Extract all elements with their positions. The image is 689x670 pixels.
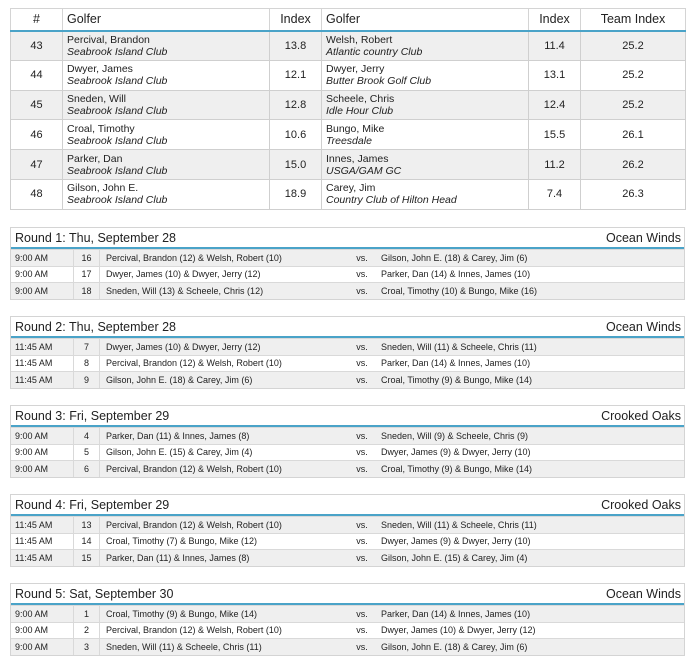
match-time: 9:00 AM	[11, 606, 74, 622]
match-team-b: Parker, Dan (14) & Innes, James (10)	[381, 358, 531, 369]
match-vs: vs.	[356, 552, 368, 563]
match-vs: vs.	[356, 358, 368, 369]
header-golfer-1: Golfer	[63, 9, 270, 31]
match-team-b: Parker, Dan (14) & Innes, James (10)	[381, 269, 531, 280]
golfer-2-index: 11.4	[529, 31, 581, 61]
golfer-name: Dwyer, Jerry	[326, 63, 385, 76]
team-number: 43	[11, 31, 63, 61]
golfer-club: Seabrook Island Club	[67, 45, 168, 58]
match-row	[11, 460, 684, 477]
match-row	[11, 355, 684, 372]
golfer-club: Atlantic country Club	[326, 45, 423, 58]
golfer-1-cell	[63, 31, 270, 61]
round-title: Round 5: Sat, September 30	[15, 586, 174, 601]
match-number: 16	[74, 250, 100, 266]
round-header	[11, 495, 684, 516]
golfer-1-cell	[63, 60, 270, 90]
golfer-name: Innes, James	[326, 152, 389, 165]
match-time: 11:45 AM	[11, 517, 74, 533]
match-time: 9:00 AM	[11, 283, 74, 299]
match-team-a: Sneden, Will (11) & Scheele, Chris (11)	[106, 641, 262, 652]
round-title: Round 3: Fri, September 29	[15, 408, 170, 423]
match-time: 9:00 AM	[11, 250, 74, 266]
match-team-a: Parker, Dan (11) & Innes, James (8)	[106, 430, 250, 441]
match-time: 9:00 AM	[11, 428, 74, 444]
match-team-a: Percival, Brandon (12) & Welsh, Robert (10)	[106, 252, 282, 263]
match-vs: vs.	[356, 641, 368, 652]
match-vs: vs.	[356, 252, 368, 263]
team-row	[11, 90, 686, 120]
match-row	[11, 533, 684, 550]
match-row	[11, 371, 684, 388]
golfer-club: Seabrook Island Club	[67, 194, 168, 207]
match-number: 18	[74, 283, 100, 299]
match-number: 3	[74, 639, 100, 655]
match-team-a: Percival, Brandon (12) & Welsh, Robert (10)	[106, 463, 282, 474]
golfer-club: Treesdale	[326, 134, 372, 147]
match-vs: vs.	[356, 341, 368, 352]
golfer-name: Parker, Dan	[67, 152, 123, 165]
golfer-club: Idle Hour Club	[326, 104, 394, 117]
match-row	[11, 282, 684, 299]
golfer-1-cell	[63, 120, 270, 150]
match-vs: vs.	[356, 269, 368, 280]
team-number: 45	[11, 90, 63, 120]
match-team-a: Croal, Timothy (9) & Bungo, Mike (14)	[106, 608, 258, 619]
match-team-a: Dwyer, James (10) & Dwyer, Jerry (12)	[106, 269, 261, 280]
match-team-b: Sneden, Will (11) & Scheele, Chris (11)	[381, 519, 537, 530]
team-row	[11, 120, 686, 150]
round-header	[11, 317, 684, 338]
match-team-a: Dwyer, James (10) & Dwyer, Jerry (12)	[106, 341, 261, 352]
match-row	[11, 622, 684, 639]
match-row	[11, 444, 684, 461]
match-team-b: Sneden, Will (11) & Scheele, Chris (11)	[381, 341, 537, 352]
match-team-a: Croal, Timothy (7) & Bungo, Mike (12)	[106, 536, 258, 547]
round-header	[11, 406, 684, 427]
golfer-club: Seabrook Island Club	[67, 164, 168, 177]
round-header	[11, 228, 684, 249]
match-number: 13	[74, 517, 100, 533]
match-number: 2	[74, 623, 100, 639]
match-row	[11, 516, 684, 533]
team-row	[11, 150, 686, 180]
golfer-name: Percival, Brandon	[67, 33, 150, 46]
team-index: 25.2	[581, 31, 686, 61]
round-header	[11, 584, 684, 605]
golfer-club: USGA/GAM GC	[326, 164, 402, 177]
golfer-1-cell	[63, 150, 270, 180]
match-team-a: Percival, Brandon (12) & Welsh, Robert (10)	[106, 625, 282, 636]
match-vs: vs.	[356, 374, 368, 385]
round-section-3	[10, 405, 685, 478]
golfer-1-index: 12.1	[270, 60, 322, 90]
match-number: 6	[74, 461, 100, 477]
team-number: 46	[11, 120, 63, 150]
team-pairings-table	[10, 8, 686, 210]
golfer-2-index: 7.4	[529, 179, 581, 209]
match-time: 11:45 AM	[11, 534, 74, 550]
round-section-4	[10, 494, 685, 567]
golfer-name: Carey, Jim	[326, 182, 376, 195]
golfer-club: Country Club of Hilton Head	[326, 194, 457, 207]
match-team-a: Percival, Brandon (12) & Welsh, Robert (10)	[106, 519, 282, 530]
golfer-1-index: 10.6	[270, 120, 322, 150]
header-team-index: Team Index	[581, 9, 686, 31]
golfer-club: Seabrook Island Club	[67, 134, 168, 147]
match-team-b: Dwyer, James (10) & Dwyer, Jerry (12)	[381, 625, 536, 636]
team-index: 25.2	[581, 60, 686, 90]
round-course: Ocean Winds	[605, 230, 681, 245]
match-number: 8	[74, 356, 100, 372]
golfer-1-cell	[63, 90, 270, 120]
team-number: 44	[11, 60, 63, 90]
match-team-b: Gilson, John E. (18) & Carey, Jim (6)	[381, 641, 528, 652]
golfer-1-cell	[63, 179, 270, 209]
team-index: 26.2	[581, 150, 686, 180]
golfer-2-cell	[322, 150, 529, 180]
golfer-2-index: 15.5	[529, 120, 581, 150]
match-team-a: Sneden, Will (13) & Scheele, Chris (12)	[106, 285, 264, 296]
match-row	[11, 266, 684, 283]
team-row	[11, 60, 686, 90]
golfer-name: Dwyer, James	[67, 63, 133, 76]
header-index-2: Index	[529, 9, 581, 31]
round-course: Crooked Oaks	[601, 408, 681, 423]
golfer-1-index: 12.8	[270, 90, 322, 120]
golfer-2-index: 12.4	[529, 90, 581, 120]
match-time: 9:00 AM	[11, 623, 74, 639]
header-golfer-2: Golfer	[322, 9, 529, 31]
round-title: Round 2: Thu, September 28	[15, 319, 176, 334]
header-index-1: Index	[270, 9, 322, 31]
golfer-2-cell	[322, 179, 529, 209]
golfer-club: Seabrook Island Club	[67, 75, 168, 88]
match-time: 9:00 AM	[11, 461, 74, 477]
match-row	[11, 249, 684, 266]
golfer-2-index: 11.2	[529, 150, 581, 180]
match-team-b: Parker, Dan (14) & Innes, James (10)	[381, 608, 531, 619]
golfer-club: Seabrook Island Club	[67, 104, 168, 117]
match-time: 9:00 AM	[11, 267, 74, 283]
team-table-header-row	[11, 9, 686, 31]
golfer-name: Croal, Timothy	[67, 122, 135, 135]
match-time: 11:45 AM	[11, 372, 74, 388]
match-row	[11, 605, 684, 622]
match-team-b: Croal, Timothy (9) & Bungo, Mike (14)	[381, 463, 533, 474]
match-time: 11:45 AM	[11, 550, 74, 566]
match-team-b: Gilson, John E. (18) & Carey, Jim (6)	[381, 252, 528, 263]
round-section-1	[10, 227, 685, 300]
match-row	[11, 549, 684, 566]
match-time: 11:45 AM	[11, 356, 74, 372]
match-number: 17	[74, 267, 100, 283]
golfer-club: Butter Brook Golf Club	[326, 75, 432, 88]
golfer-2-cell	[322, 60, 529, 90]
match-time: 11:45 AM	[11, 339, 74, 355]
match-vs: vs.	[356, 608, 368, 619]
match-vs: vs.	[356, 625, 368, 636]
match-team-b: Dwyer, James (9) & Dwyer, Jerry (10)	[381, 536, 531, 547]
match-team-a: Parker, Dan (11) & Innes, James (8)	[106, 552, 250, 563]
golfer-2-index: 13.1	[529, 60, 581, 90]
match-team-b: Sneden, Will (9) & Scheele, Chris (9)	[381, 430, 529, 441]
team-index: 25.2	[581, 90, 686, 120]
match-vs: vs.	[356, 430, 368, 441]
golfer-name: Bungo, Mike	[326, 122, 385, 135]
golfer-2-cell	[322, 120, 529, 150]
golfer-2-cell	[322, 90, 529, 120]
match-row	[11, 638, 684, 655]
match-vs: vs.	[356, 519, 368, 530]
golfer-1-index: 13.8	[270, 31, 322, 61]
match-row	[11, 338, 684, 355]
match-vs: vs.	[356, 536, 368, 547]
match-vs: vs.	[356, 463, 368, 474]
match-vs: vs.	[356, 285, 368, 296]
team-number: 48	[11, 179, 63, 209]
match-team-a: Gilson, John E. (18) & Carey, Jim (6)	[106, 374, 253, 385]
match-number: 9	[74, 372, 100, 388]
round-course: Ocean Winds	[605, 319, 681, 334]
match-team-b: Croal, Timothy (10) & Bungo, Mike (16)	[381, 285, 538, 296]
match-team-a: Gilson, John E. (15) & Carey, Jim (4)	[106, 447, 253, 458]
match-vs: vs.	[356, 447, 368, 458]
team-index: 26.3	[581, 179, 686, 209]
match-number: 7	[74, 339, 100, 355]
round-course: Crooked Oaks	[601, 497, 681, 512]
round-title: Round 4: Fri, September 29	[15, 497, 170, 512]
golfer-1-index: 18.9	[270, 179, 322, 209]
round-course: Ocean Winds	[605, 586, 681, 601]
match-time: 9:00 AM	[11, 639, 74, 655]
match-row	[11, 427, 684, 444]
team-index: 26.1	[581, 120, 686, 150]
match-number: 15	[74, 550, 100, 566]
golfer-name: Welsh, Robert	[326, 33, 393, 46]
golfer-name: Sneden, Will	[67, 92, 126, 105]
match-number: 1	[74, 606, 100, 622]
header-number: #	[11, 9, 63, 31]
match-team-b: Croal, Timothy (9) & Bungo, Mike (14)	[381, 374, 533, 385]
round-section-2	[10, 316, 685, 389]
golfer-name: Scheele, Chris	[326, 92, 395, 105]
team-number: 47	[11, 150, 63, 180]
team-row	[11, 31, 686, 61]
golfer-name: Gilson, John E.	[67, 182, 139, 195]
match-number: 14	[74, 534, 100, 550]
team-row	[11, 179, 686, 209]
match-team-b: Gilson, John E. (15) & Carey, Jim (4)	[381, 552, 528, 563]
match-team-b: Dwyer, James (9) & Dwyer, Jerry (10)	[381, 447, 531, 458]
round-title: Round 1: Thu, September 28	[15, 230, 176, 245]
round-section-5	[10, 583, 685, 656]
match-number: 4	[74, 428, 100, 444]
match-number: 5	[74, 445, 100, 461]
golfer-2-cell	[322, 31, 529, 61]
golfer-1-index: 15.0	[270, 150, 322, 180]
match-team-a: Percival, Brandon (12) & Welsh, Robert (10)	[106, 358, 282, 369]
match-time: 9:00 AM	[11, 445, 74, 461]
